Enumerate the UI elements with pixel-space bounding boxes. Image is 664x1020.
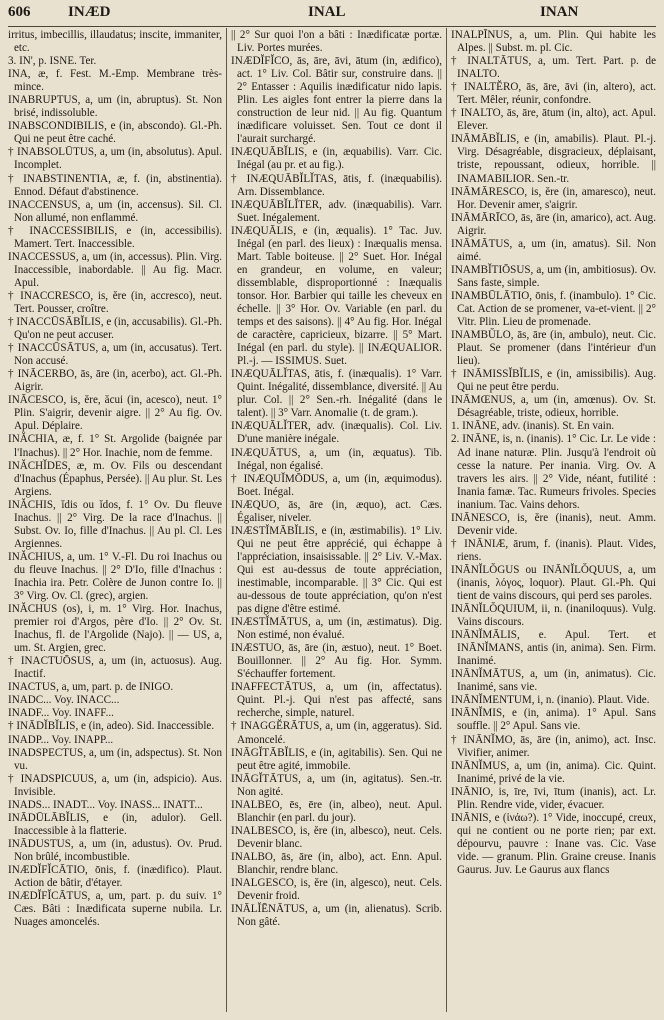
dictionary-entry: INADSPECTUS, a, um (in, adspectus). St. Non vu. — [8, 746, 222, 772]
dictionary-entry: INÆDĬFĬCO, ās, āre, āvi, ātum (in, ædifico), act. 1° Liv. Col. Bâtir sur, construire dans. || 2° Entasser : Aquilis inædificatur nido lapis. Plin. Les aigles font entrer la pierre dans la construction de leur nid. || Au fig. Quantum inædificare voluisset. Sen. Tout ce dont il l'aurait surchargé. — [231, 55, 442, 146]
dictionary-entry: INĀNESCO, is, ĕre (inanis), neut. Amm. Devenir vide. — [451, 511, 656, 537]
dictionary-entry: INACTUS, a, um, part. p. de INIGO. — [8, 681, 174, 694]
dictionary-entry: INĀMŒNUS, a, um (in, amœnus). Ov. St. Désagréable, triste, odieux, horrible. — [451, 394, 656, 420]
dictionary-entry: INADS... INADT... Voy. INASS... INATT... — [8, 798, 203, 811]
column-divider-right — [446, 28, 447, 1012]
dictionary-entry: INAMBĬTIŌSUS, a, um (in, ambitiosus). Ov. Sans faste, simple. — [451, 263, 656, 289]
dictionary-entry: INÆSTUO, ās, āre (in, æstuo), neut. 1° Boet. Bouillonner. || 2° Au fig. Hor. Symm. S'échauffer fortement. — [231, 642, 442, 681]
dictionary-entry: † INALTO, ās, āre, ātum (in, alto), act. Apul. Elever. — [451, 107, 656, 133]
dictionary-entry: INĀMĀTUS, a, um (in, amatus). Sil. Non aimé. — [451, 237, 656, 263]
column-middle — [231, 29, 442, 1012]
header-left-guide-word: INÆD — [68, 4, 111, 20]
dictionary-entry: INĂCHĬDES, æ, m. Ov. Fils ou descendant d'Inachus (Épaphus, Persée). || Au plur. St. Les Argiens. — [8, 459, 222, 498]
column-divider-left — [226, 28, 227, 1012]
dictionary-entry: irritus, imbecillis, illaudatus; inscite, immaniter, etc. — [8, 29, 222, 55]
dictionary-entry: INA, æ, f. Fest. M.-Emp. Membrane très-mince. — [8, 68, 222, 94]
dictionary-entry: † INĀNIÆ, ārum, f. (inanis). Plaut. Vides, riens. — [451, 537, 656, 563]
dictionary-entry: † INACTUŌSUS, a, um (in, actuosus). Aug. Inactif. — [8, 655, 222, 681]
dictionary-entry: † INÆQUĬMŌDUS, a, um (in, æquimodus). Boet. Inégal. — [231, 472, 442, 498]
column-left — [8, 29, 222, 1012]
dictionary-entry: INÆSTĬMĀTUS, a, um (in, æstimatus). Dig. Non estimé, non évalué. — [231, 616, 442, 642]
dictionary-entry: INAMBŬLO, ās, āre (in, ambulo), neut. Cic. Plaut. Se promener (dans l'intérieur d'un lieu). — [451, 329, 656, 368]
dictionary-entry: INADF... Voy. INAFF... — [8, 707, 114, 720]
dictionary-entry: † INĀNĬMO, ās, āre (in, animo), act. Insc. Vivifier, animer. — [451, 733, 656, 759]
dictionary-entry: INÆQUĀBĬLIS, e (in, æquabilis). Varr. Cic. Inégal (au pr. et au fig.). — [231, 146, 442, 172]
dictionary-entry: INĀDŪLĀBĬLIS, e (in, adulor). Gell. Inaccessible à la flatterie. — [8, 811, 222, 837]
dictionary-entry: INĀNĬLŎGUS ou INĀNĬLŎQUUS, a, um (inanis, λόγος, loquor). Plaut. Gl.-Ph. Qui tient de vains discours, qui perd ses paroles. — [451, 563, 656, 603]
dictionary-entry: INĂCHIA, æ, f. 1° St. Argolide (baignée par l'Inachus). || 2° Hor. Inachie, nom de femme. — [8, 433, 222, 459]
dictionary-entry: INACCENSUS, a, um (in, accensus). Sil. Cl. Non allumé, non enflammé. — [8, 198, 222, 224]
dictionary-entry: || 2° Sur quoi l'on a bâti : Inædificatæ portæ. Liv. Portes murées. — [231, 29, 442, 55]
dictionary-entry: INAMBŪLĀTIO, ōnis, f. (inambulo). 1° Cic. Cat. Action de se promener, va-et-vient. || 2° Vitr. Plin. Lieu de promenade. — [451, 289, 656, 329]
dictionary-entry: INÆQUĀLIS, e (in, æqualis). 1° Tac. Juv. Inégal (en parl. des lieux) : Inæqualis mensa. Mart. Table boiteuse. || 2° Suet. Hor. Inégal en grandeur, en volume, en valeur; dissemblable, disproportionné : Inæqualis tonsor. Hor. Barbier qui taille les cheveux en échelle. || 3° Hor. Ov. Variable (en parl. du temps et des saisons). || 4° Au fig. Hor. Inégal de caractère, capricieux, bizarre. || 5° Mart. Inégal (en parl. du style). || INÆQUALIOR. Pl.-j. — ISSIMUS. Suet. — [231, 224, 442, 368]
dictionary-entry: INĀDUSTUS, a, um (in, adustus). Ov. Prud. Non brûlé, incombustible. — [8, 837, 222, 863]
dictionary-entry: † INALTĔRO, ās, āre, āvi (in, altero), act. Tert. Mêler, réunir, confondre. — [451, 81, 656, 107]
dictionary-entry: INÆDĬFĬCĀTUS, a, um, part. p. du suiv. 1° Cæs. Bâti : Inædificata superne nubila. Lr. Nuages amoncelés. — [8, 890, 222, 929]
dictionary-entry: INĀMĀRĪCO, ās, āre (in, amarico), act. Aug. Aigrir. — [451, 211, 656, 237]
dictionary-entry: INACCESSUS, a, um (in, accessus). Plin. Virg. Inaccessible, inabordable. || Au fig. Macr. Apul. — [8, 250, 222, 289]
dictionary-entry: INĀNIS, e (ἰνάω?). 1° Vide, inoccupé, creux, qui ne contient ou ne porte rien; par ext. dépourvu, pauvre : Inane vas. Cic. Vase vide. — granum. Plin. Graine creuse. Inanis Gaurus. Juv. Le Gaurus aux flancs — [451, 811, 656, 876]
header-center-guide-word: INAL — [308, 4, 346, 20]
dictionary-entry: INĀNIO, is, īre, īvi, ītum (inanis), act. Lr. Plin. Rendre vide, vider, évacuer. — [451, 785, 656, 811]
dictionary-entry: INĀNĬLŎQUIUM, ii, n. (inaniloquus). Vulg. Vains discours. — [451, 603, 656, 629]
dictionary-entry: INALBEO, ēs, ēre (in, albeo), neut. Apul. Blanchir (en parl. du jour). — [231, 798, 442, 824]
page-number: 606 — [8, 4, 31, 20]
dictionary-entry: INĂCHIUS, a, um. 1° V.-Fl. Du roi Inachus ou du fleuve Inachus. || 2° D'Io, fille d'Inachus : Inachia ira. Petr. Colère de Junon contre Io. || 3° Virg. Ov. Cl. (grec), argien. — [8, 550, 222, 603]
dictionary-entry: INĀNĬMIS, e (in, anima). 1° Apul. Sans souffle. || 2° Apul. Sans vie. — [451, 707, 656, 733]
dictionary-entry: INĀGĬTĀTUS, a, um (in, agitatus). Sen.-tr. Non agité. — [231, 772, 442, 798]
dictionary-entry: † INACCESSIBILIS, e (in, accessibilis). Mamert. Tert. Inaccessible. — [8, 224, 222, 250]
dictionary-entry: INALBO, ās, āre (in, albo), act. Enn. Apul. Blanchir, rendre blanc. — [231, 850, 442, 876]
dictionary-entry: INADC... Voy. INACC... — [8, 694, 120, 707]
dictionary-entry: INĀNĬMUS, a, um (in, anima). Cic. Quint. Inanimé, privé de la vie. — [451, 759, 656, 785]
dictionary-entry: INALBESCO, is, ĕre (in, albesco), neut. Cels. Devenir blanc. — [231, 824, 442, 850]
dictionary-entry: INĀGĬTĀBĬLIS, e (in, agitabilis). Sen. Qui ne peut être agité, immobile. — [231, 746, 442, 772]
dictionary-entry: † INACCŪSĀTUS, a, um (in, accusatus). Tert. Non accusé. — [8, 342, 222, 368]
dictionary-entry: † INĀCERBO, ās, āre (in, acerbo), act. Gl.-Ph. Aigrir. — [8, 368, 222, 394]
dictionary-entry: † INÆQUĀBĬLĬTAS, ātis, f. (inæquabilis). Arn. Dissemblance. — [231, 172, 442, 198]
dictionary-entry: 1. INĀNE, adv. (inanis). St. En vain. — [451, 420, 615, 433]
dictionary-entry: INĀMĀRESCO, is, ĕre (in, amaresco), neut. Hor. Devenir amer, s'aigrir. — [451, 185, 656, 211]
header-rule — [8, 26, 656, 27]
dictionary-entry: INABRUPTUS, a, um (in, abruptus). St. Non brisé, indissoluble. — [8, 94, 222, 120]
dictionary-entry: † INADSPICUUS, a, um (in, adspicio). Aus. Invisible. — [8, 772, 222, 798]
dictionary-entry: † INABSTINENTIA, æ, f. (in, abstinentia). Ennod. Défaut d'abstinence. — [8, 172, 222, 198]
dictionary-entry: † INABSOLŪTUS, a, um (in, absolutus). Apul. Incomplet. — [8, 146, 222, 172]
dictionary-entry: INALPĪNUS, a, um. Plin. Qui habite les Alpes. || Subst. m. pl. Cic. — [451, 29, 656, 55]
header-right-guide-word: INAN — [540, 4, 579, 20]
dictionary-entry: INĀMĀBĬLIS, e (in, amabilis). Plaut. Pl.-j. Virg. Désagréable, disgracieux, déplaisant, triste, repoussant, odieux, horrible. || INAMABILIOR. Sen.-tr. — [451, 133, 656, 185]
dictionary-entry: INĂCHIS, ĭdis ou ĭdos, f. 1° Ov. Du fleuve Inachus. || 2° Virg. De la race d'Inachus. || Subst. Ov. Io, fille d'Inachus. || Au pl. Cl. Les Argiennes. — [8, 498, 222, 550]
dictionary-entry: INABSCONDIBILIS, e (in, abscondo). Gl.-Ph. Qui ne peut être caché. — [8, 120, 222, 146]
dictionary-entry: INĀLĬĒNĀTUS, a, um (in, alienatus). Scrib. Non gâté. — [231, 903, 442, 929]
dictionary-entry: 3. IN', p. ISNE. Ter. — [8, 55, 97, 68]
dictionary-entry: INAFFECTĀTUS, a, um (in, affectatus). Quint. Pl.-j. Qui n'est pas affecté, sans recherche, simple, naturel. — [231, 681, 442, 720]
dictionary-entry: INÆQUO, ās, āre (in, æquo), act. Cæs. Égaliser, niveler. — [231, 498, 442, 524]
dictionary-entry: INADP... Voy. INAPP... — [8, 733, 114, 746]
dictionary-entry: INÆDĬFĬCĀTIO, ōnis, f. (inædifico). Plaut. Action de bâtir, d'étayer. — [8, 864, 222, 890]
dictionary-entry: † INACCRESCO, is, ĕre (in, accresco), neut. Tert. Pousser, croître. — [8, 289, 222, 315]
dictionary-entry: † INACCŪSĀBĬLIS, e (in, accusabilis). Gl.-Ph. Qu'on ne peut accuser. — [8, 316, 222, 342]
dictionary-entry: INÆQUĀTUS, a, um (in, æquatus). Tib. Inégal, non égalisé. — [231, 446, 442, 472]
dictionary-entry: INĀNĬMĀLIS, e. Apul. Tert. et INĀNĬMANS, antis (in, anima). Sen. Firm. Inanimé. — [451, 629, 656, 668]
dictionary-entry: † INĀMISSĬBĬLIS, e (in, amissibilis). Aug. Qui ne peut être perdu. — [451, 368, 656, 394]
dictionary-entry: INÆSTĬMĀBĬLIS, e (in, æstimabilis). 1° Liv. Qui ne peut être apprécié, qui échappe à l'appréciation, insaisissable. || 2° Liv. V.-Max. Qui est au-dessus de toute appréciation, inestimable, incomparable. || 3° Cic. Qui est au-dessous de toute appréciation, qu'on n'est pas digne d'être estimé. — [231, 524, 442, 616]
dictionary-entry: INALGESCO, is, ĕre (in, algesco), neut. Cels. Devenir froid. — [231, 877, 442, 903]
dictionary-entry: 2. INĀNE, is, n. (inanis). 1° Cic. Lr. Le vide : Ad inane naturæ. Plin. Jusqu'à l'endroit où cesse la nature. Per inania. Virg. Ov. A travers les airs. || 2° Vide, néant, futilité : Inania famæ. Tac. Rumeurs frivoles. Species inanium. Tac. Vains dehors. — [451, 433, 656, 511]
dictionary-entry: INĀNĬMENTUM, i, n. (inanio). Plaut. Vide. — [451, 694, 650, 707]
dictionary-entry: INÆQUĀLĬTAS, ātis, f. (inæqualis). 1° Varr. Quint. Inégalité, dissemblance, diversité. || Au plur. Col. || 2° Sen.-rh. Inégalité (dans le talent). || 3° Varr. Anomalie (t. de gram.). — [231, 368, 442, 420]
dictionary-entry: † INAGGĔRĀTUS, a, um (in, aggeratus). Sid. Amoncelé. — [231, 720, 442, 746]
dictionary-entry: † INĀDĬBĬLIS, e (in, adeo). Sid. Inaccessible. — [8, 720, 215, 733]
dictionary-entry: INÆQUĀLĬTER, adv. (inæqualis). Col. Liv. D'une manière inégale. — [231, 420, 442, 446]
dictionary-entry: † INALTĀTUS, a, um. Tert. Part. p. de INALTO. — [451, 55, 656, 81]
dictionary-entry: INĀNĬMĀTUS, a, um (in, animatus). Cic. Inanimé, sans vie. — [451, 668, 656, 694]
dictionary-entry: INĀCESCO, is, ĕre, ăcui (in, acesco), neut. 1° Plin. S'aigrir, devenir aigre. || 2° Au fig. Ov. Apul. Déplaire. — [8, 394, 222, 433]
column-right — [451, 29, 656, 1012]
dictionary-entry: INÆQUĀBĬLĬTER, adv. (inæquabilis). Varr. Suet. Inégalement. — [231, 198, 442, 224]
dictionary-entry: INĂCHUS (os), i, m. 1° Virg. Hor. Inachus, premier roi d'Argos, père d'Io. || 2° Ov. St. Inachus, fl. de l'Argolide (Najo). || — US, a, um. St. Argien, grec. — [8, 603, 222, 655]
running-header — [8, 4, 656, 26]
